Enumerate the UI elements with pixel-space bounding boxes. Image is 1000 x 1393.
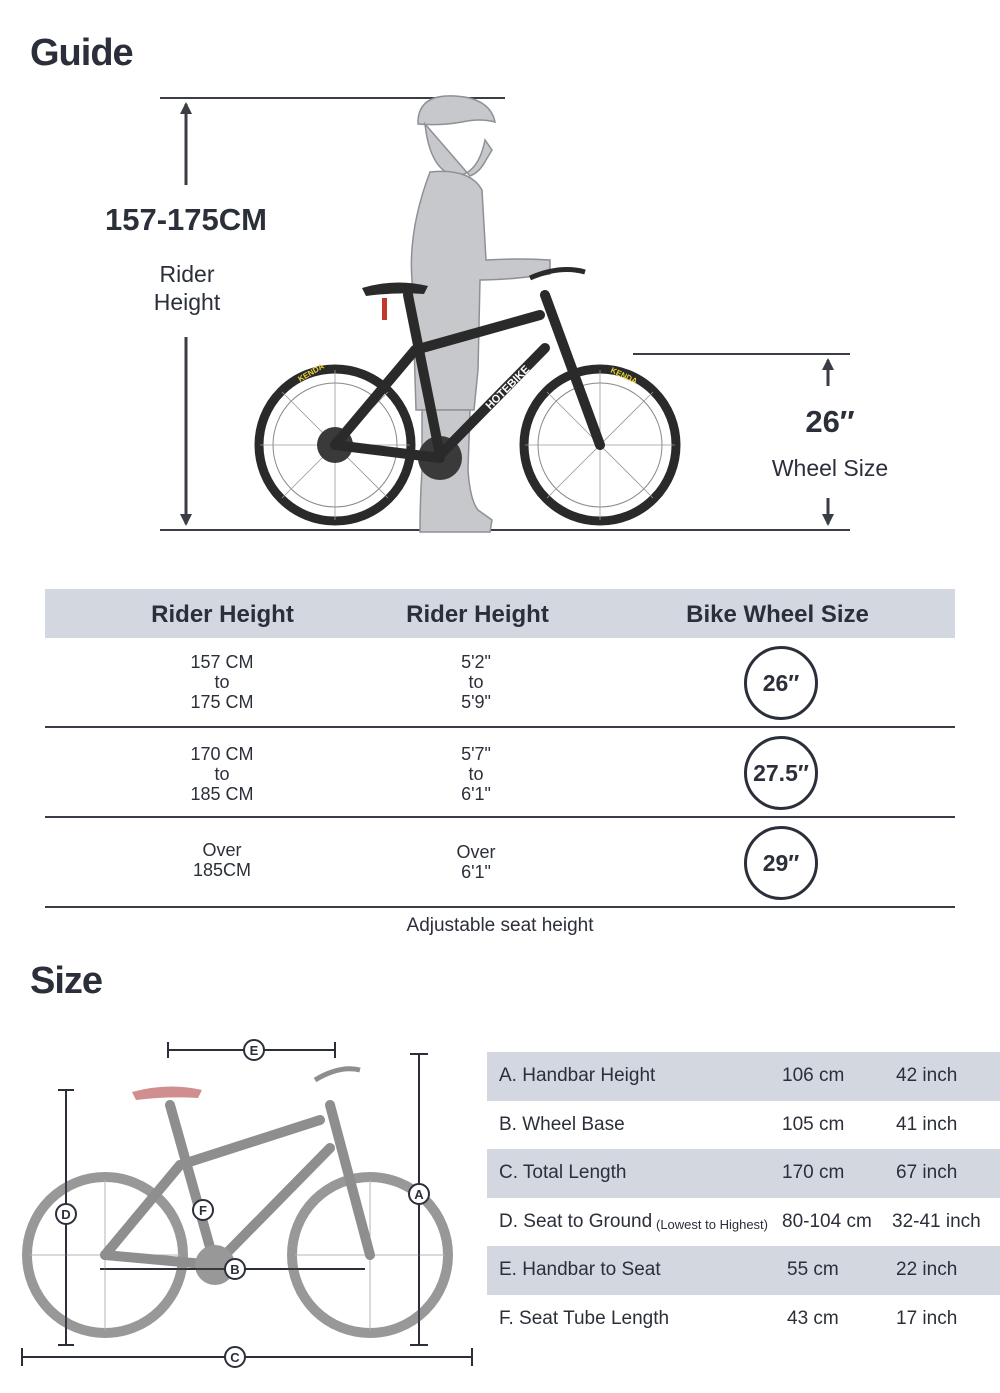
spec-row-seat-tube-length — [487, 1295, 1000, 1344]
wheel-size-badge: 29″ — [744, 826, 818, 900]
chart-header — [45, 589, 955, 638]
chart-header-cm: Rider Height — [151, 601, 294, 628]
spec-label: A. Handbar Height — [499, 1065, 656, 1086]
spec-row-handbar-height — [487, 1052, 1000, 1101]
spec-row-total-length — [487, 1149, 1000, 1198]
marker-b: B — [230, 1262, 240, 1277]
chart-header-ft: Rider Height — [406, 601, 549, 628]
wheel-size-badge: 27.5″ — [744, 736, 818, 810]
size-heading: Size — [30, 960, 103, 1002]
marker-d: D — [61, 1207, 71, 1222]
spec-inch: 67 inch — [896, 1162, 958, 1183]
row-ft: 5'7" to 6'1" — [461, 744, 491, 804]
spec-note: (Lowest to Highest) — [656, 1216, 768, 1232]
spec-inch: 41 inch — [896, 1113, 958, 1135]
chart-row — [45, 818, 955, 908]
spec-inch: 22 inch — [896, 1259, 958, 1280]
wheel-size-label: Wheel Size — [771, 455, 889, 481]
spec-label: F. Seat Tube Length — [499, 1307, 670, 1329]
size-figure — [0, 1030, 480, 1390]
spec-inch: 17 inch — [896, 1307, 958, 1329]
spec-label: D. Seat to Ground — [499, 1210, 653, 1232]
row-cm: Over 185CM — [192, 840, 252, 880]
svg-text:HOTEBIKE: HOTEBIKE — [483, 363, 533, 413]
spec-row-handbar-to-seat — [487, 1246, 1000, 1295]
guide-heading: Guide — [30, 32, 133, 74]
spec-row-seat-to-ground — [487, 1198, 1000, 1247]
spec-cm: 170 cm — [782, 1162, 845, 1183]
rider-label-line: Rider — [159, 261, 215, 287]
rider-height-value: 157-175CM — [105, 202, 267, 237]
marker-a: A — [414, 1187, 424, 1202]
spec-label: E. Handbar to Seat — [499, 1259, 661, 1280]
spec-label: C. Total Length — [499, 1162, 627, 1183]
chart-header-wheel: Bike Wheel Size — [686, 601, 869, 628]
row-ft: Over 6'1" — [456, 842, 496, 882]
svg-text:KENDA: KENDA — [609, 365, 639, 386]
row-cm: 170 CM to 185 CM — [190, 744, 254, 804]
chart-row — [45, 638, 955, 728]
seat-height-note: Adjustable seat height — [406, 915, 594, 936]
height-label-line: Height — [153, 289, 221, 315]
rider-height-label — [120, 260, 254, 316]
spec-cm: 80-104 cm — [782, 1210, 872, 1232]
spec-inch: 42 inch — [896, 1065, 958, 1086]
spec-label: B. Wheel Base — [499, 1113, 625, 1135]
wheel-size-value: 26″ — [805, 404, 855, 439]
spec-cm: 43 cm — [787, 1307, 839, 1329]
row-ft: 5'2" to 5'9" — [461, 652, 491, 712]
size-bike-icon — [27, 1069, 448, 1333]
spec-row-wheel-base — [487, 1101, 1000, 1150]
marker-c: C — [230, 1350, 240, 1365]
marker-f: F — [199, 1203, 207, 1218]
wheel-size-badge: 26″ — [744, 646, 818, 720]
chart-row — [45, 728, 955, 818]
spec-cm: 55 cm — [787, 1259, 839, 1280]
svg-text:KENDA: KENDA — [296, 361, 326, 384]
spec-cm: 106 cm — [782, 1065, 845, 1086]
spec-cm: 105 cm — [782, 1113, 845, 1135]
row-cm: 157 CM to 175 CM — [190, 652, 254, 712]
spec-inch: 32-41 inch — [892, 1210, 981, 1232]
marker-e: E — [249, 1043, 259, 1058]
